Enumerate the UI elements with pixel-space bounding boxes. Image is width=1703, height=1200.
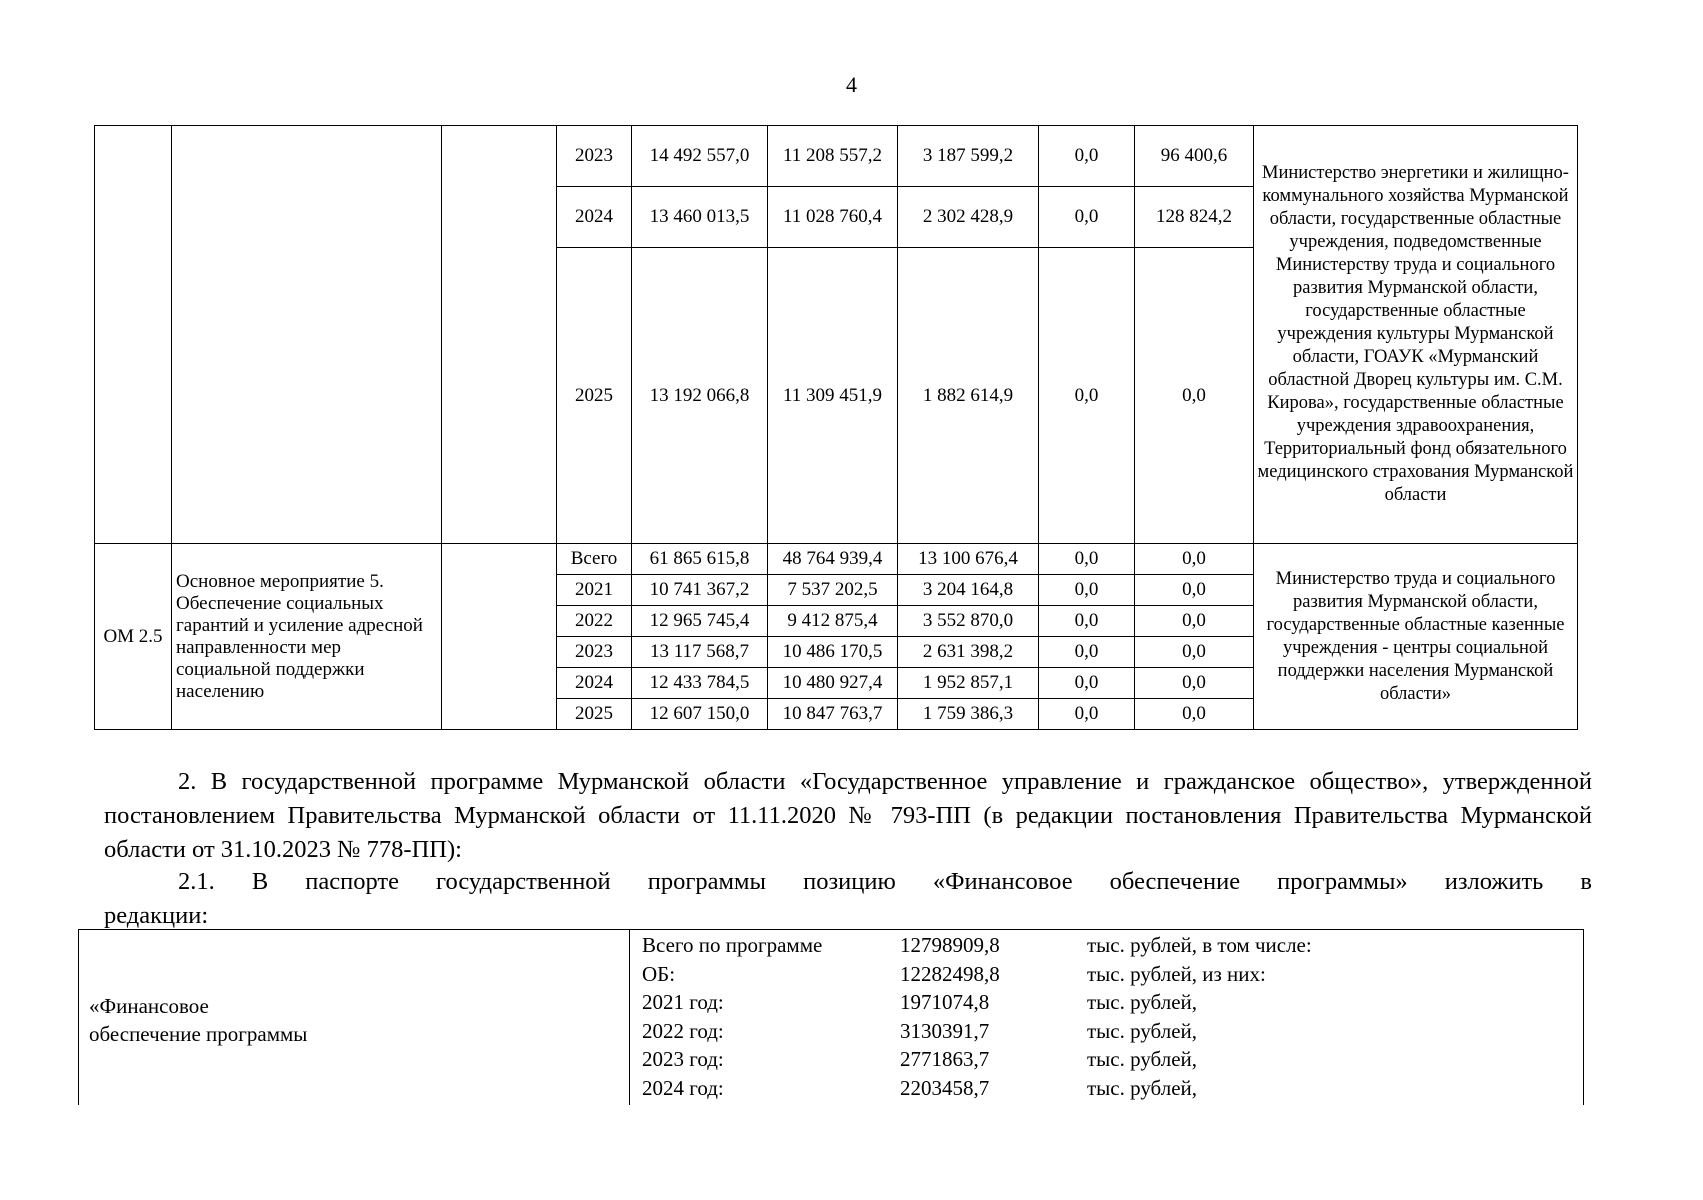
budget-cell: 11 309 451,9 <box>768 248 898 544</box>
budget-cell: 0,0 <box>1039 187 1135 248</box>
executor-cell: Министерство энергетики и жилищно-коммунального хозяйства Мурманской области, государственные областные учреждения, подведомственные Министерству труда и социального развития Мурманской области, государственные областные учреждения культуры Мурманской области, ГОАУК «Мурманский областной Дворец культуры им. С.М. Кирова», государственные областные учреждения здравоохранения, Территориальный фонд обязательного медицинского страхования Мурманской области <box>1254 126 1578 544</box>
year-cell: 2024 <box>557 187 632 248</box>
budget-cell: 1 952 857,1 <box>898 668 1039 699</box>
financing-unit: тыс. рублей, <box>1087 1018 1198 1043</box>
budget-cell: 1 759 386,3 <box>898 699 1039 730</box>
financing-row <box>642 931 1387 960</box>
budget-cell: 2 302 428,9 <box>898 187 1039 248</box>
budget-cell: 96 400,6 <box>1135 126 1254 187</box>
budget-cell: 1 882 614,9 <box>898 248 1039 544</box>
page-number: 4 <box>846 72 857 97</box>
year-cell: 2025 <box>557 248 632 544</box>
budget-cell: 0,0 <box>1039 126 1135 187</box>
financing-unit: тыс. рублей, из них: <box>1087 961 1266 986</box>
financing-value: 2771863,7 <box>900 1047 990 1071</box>
year-cell: 2021 <box>557 575 632 606</box>
budget-cell: 0,0 <box>1039 668 1135 699</box>
budget-cell: 0,0 <box>1039 699 1135 730</box>
total-cell: 12 965 745,4 <box>632 606 768 637</box>
total-cell: 13 192 066,8 <box>632 248 768 544</box>
deadline-cell <box>442 544 557 730</box>
budget-cell: 3 552 870,0 <box>898 606 1039 637</box>
financing-value: 3130391,7 <box>900 1018 990 1043</box>
paragraph-passport-line1: 2.1. В паспорте государственной программы позицию «Финансовое обеспечение программы» изложить в <box>178 868 1592 895</box>
budget-cell: 0,0 <box>1135 668 1254 699</box>
year-cell: 2024 <box>557 668 632 699</box>
total-cell: 13 460 013,5 <box>632 187 768 248</box>
financing-label-line2: обеспечение программы <box>89 1022 308 1046</box>
budget-cell: 0,0 <box>1135 575 1254 606</box>
financing-label-line1: «Финансовое <box>89 994 209 1018</box>
total-cell: 14 492 557,0 <box>632 126 768 187</box>
om-code-cell: ОМ 2.5 <box>95 544 172 730</box>
executor-cell: Министерство труда и социального развития Мурманской области, государственные областные казенные учреждения - центры социальной поддержки населения Мурманской области» <box>1254 544 1578 730</box>
budget-cell: 3 187 599,2 <box>898 126 1039 187</box>
financing-row <box>642 1074 1387 1103</box>
budget-cell: 0,0 <box>1039 544 1135 575</box>
financing-label <box>89 992 307 1048</box>
budget-cell: 0,0 <box>1039 248 1135 544</box>
year-cell: Всего <box>557 544 632 575</box>
financing-value: 12798909,8 <box>900 933 1000 957</box>
budget-cell: 0,0 <box>1039 575 1135 606</box>
budget-cell: 7 537 202,5 <box>768 575 898 606</box>
table-row <box>95 126 1578 187</box>
budget-cell: 2 631 398,2 <box>898 637 1039 668</box>
budget-cell: 48 764 939,4 <box>768 544 898 575</box>
financing-row <box>642 988 1387 1017</box>
financing-value: 2203458,7 <box>900 1075 990 1100</box>
budget-cell: 9 412 875,4 <box>768 606 898 637</box>
total-cell: 13 117 568,7 <box>632 637 768 668</box>
total-cell: 12 607 150,0 <box>632 699 768 730</box>
financing-key: ОБ: <box>642 961 676 986</box>
paragraph-amendment: 2. В государственной программе Мурманской области «Государственное управление и гражданское общество», утвержденной постановлением Правительства Мурманской области от 11.11.2020 № 793-ПП (в редакции постановления Правительства Мурманской области от 31.10.2023 № 778-ПП): <box>104 768 1592 863</box>
budget-cell: 0,0 <box>1135 699 1254 730</box>
budget-cell: 0,0 <box>1135 606 1254 637</box>
year-cell: 2023 <box>557 126 632 187</box>
total-cell: 12 433 784,5 <box>632 668 768 699</box>
budget-cell: 11 028 760,4 <box>768 187 898 248</box>
financing-row <box>642 960 1387 989</box>
budget-cell: 128 824,2 <box>1135 187 1254 248</box>
budget-cell: 10 480 927,4 <box>768 668 898 699</box>
financing-unit: тыс. рублей, в том числе: <box>1087 933 1312 957</box>
financing-table <box>94 125 1578 730</box>
budget-cell: 10 486 170,5 <box>768 637 898 668</box>
num-cell <box>95 126 172 544</box>
year-cell: 2025 <box>557 699 632 730</box>
budget-cell: 13 100 676,4 <box>898 544 1039 575</box>
budget-cell: 0,0 <box>1135 637 1254 668</box>
total-cell: 10 741 367,2 <box>632 575 768 606</box>
budget-cell: 0,0 <box>1039 606 1135 637</box>
paragraph-passport-line2: редакции: <box>104 902 209 929</box>
year-cell: 2023 <box>557 637 632 668</box>
om-name-cell: Основное мероприятие 5. Обеспечение социальных гарантий и усиление адресной направленности мер социальной поддержки населению <box>172 544 442 730</box>
column-divider <box>629 930 630 1105</box>
year-cell: 2022 <box>557 606 632 637</box>
deadline-cell <box>442 126 557 544</box>
budget-cell: 11 208 557,2 <box>768 126 898 187</box>
financing-key: 2024 год: <box>642 1075 724 1100</box>
name-cell <box>172 126 442 544</box>
financing-unit: тыс. рублей, <box>1087 1075 1198 1100</box>
financing-key: Всего по программе <box>642 933 823 957</box>
financing-unit: тыс. рублей, <box>1087 990 1198 1014</box>
financing-row <box>642 1017 1387 1046</box>
program-financing-table <box>78 929 1584 1105</box>
financing-key: 2023 год: <box>642 1047 724 1071</box>
budget-cell: 0,0 <box>1039 637 1135 668</box>
financing-key: 2022 год: <box>642 1018 724 1043</box>
financing-row <box>642 1045 1387 1074</box>
financing-values <box>642 931 1387 1102</box>
total-cell: 61 865 615,8 <box>632 544 768 575</box>
financing-value: 1971074,8 <box>900 990 990 1014</box>
financing-unit: тыс. рублей, <box>1087 1047 1198 1071</box>
financing-value: 12282498,8 <box>900 961 1000 986</box>
financing-key: 2021 год: <box>642 990 724 1014</box>
budget-cell: 0,0 <box>1135 544 1254 575</box>
budget-cell: 0,0 <box>1135 248 1254 544</box>
table-row <box>95 544 1578 575</box>
budget-cell: 10 847 763,7 <box>768 699 898 730</box>
budget-cell: 3 204 164,8 <box>898 575 1039 606</box>
